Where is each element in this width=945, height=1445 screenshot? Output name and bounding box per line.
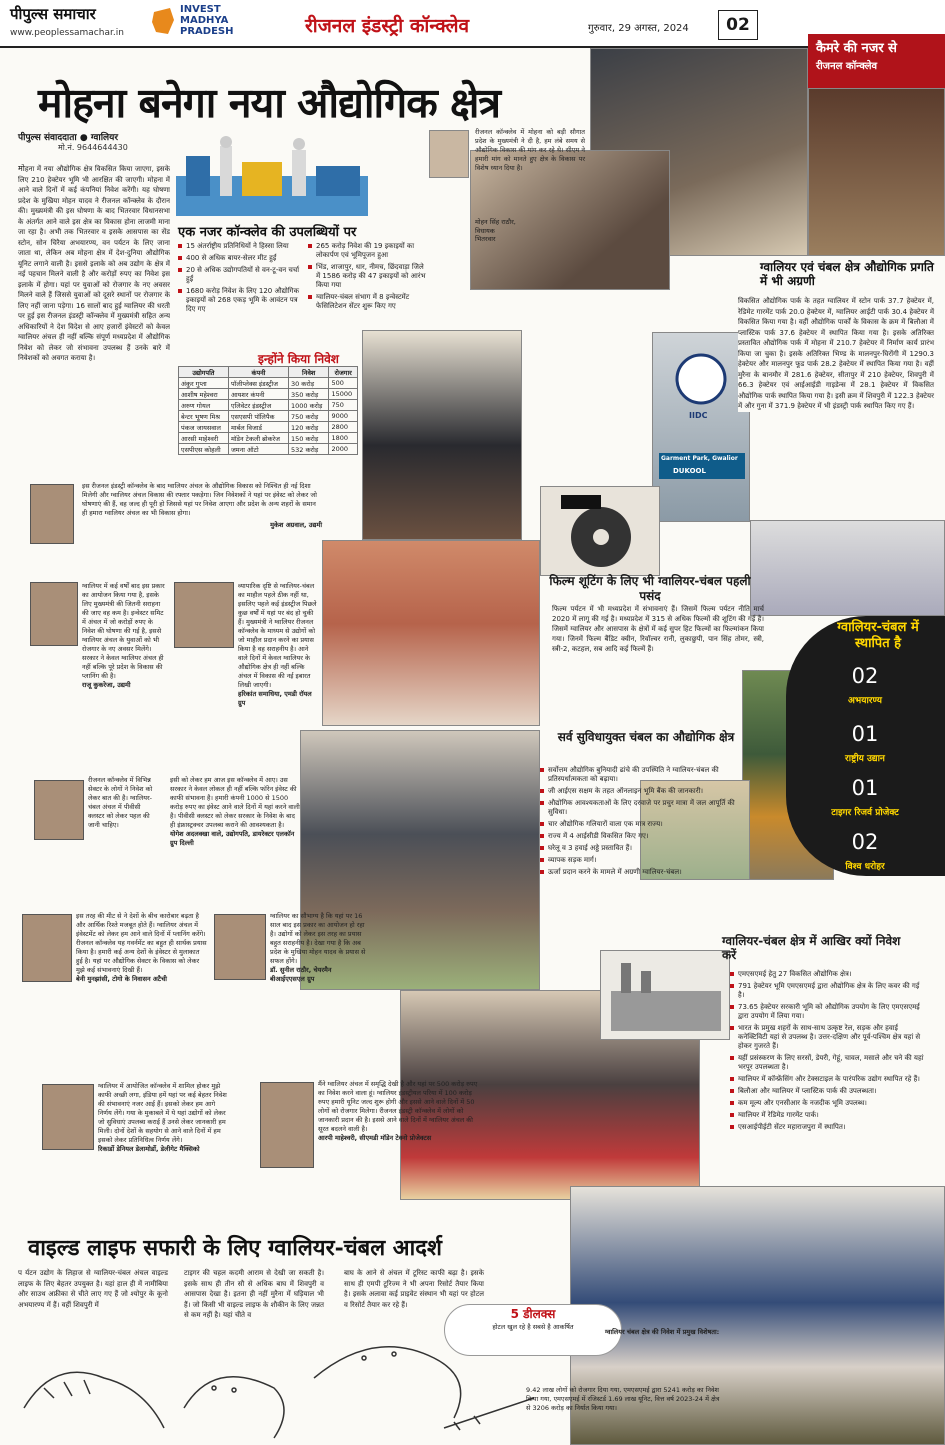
gharial-sketch	[444, 1398, 534, 1430]
highlight-item: 1680 करोड़ निवेश के लिए 120 औद्योगिक इकाइयों को 268 एकड़ भूमि के आवंटन पत्र दिए गए	[178, 287, 304, 314]
cell: 750 करोड़	[288, 411, 328, 422]
quote-text: व्यापारिक दृष्टि से ग्वालियर-चंबल का माहौल पहले ठीक नहीं था, इसलिए पहले कई इंडस्ट्रीज पिछले कुछ वर्षों में यहां पर बंद हो चुकी हैं। मुख्यमंत्री ने ग्वालियर रीजनल कॉन्क्लेव के माध्यम से उद्योगों को जो माहौल प्रदान करने का प्रयास किया है वह सराहनीय है। आने वाले दिनों में केवल ग्वालियर के औद्योगिक क्षेत्र ही नहीं बल्कि अंचल में विकास की नई इबारत लिखी जाएगी।	[238, 582, 317, 689]
quote-photo	[30, 582, 78, 646]
cheetah-sketch	[314, 1347, 461, 1418]
invest-line2: MADHYA	[180, 15, 229, 26]
gwalior-title: ग्वालियर एवं चंबल क्षेत्र औद्योगिक प्रगति में भी अग्रणी	[760, 260, 934, 288]
deluxe-title: 5 डीलक्स	[510, 1307, 556, 1321]
highlights-title: एक नजर कॉन्क्लेव की उपलब्धियों पर	[178, 225, 357, 240]
stat-label: अभयारण्य	[848, 696, 882, 706]
list-item: ग्वालियर में कॉन्फ्रेंसिंग और टेक्सटाइल के पारंपरिक उद्योग स्थापित रहे हैं।	[730, 1075, 926, 1084]
list-item: 73.65 हेक्टेयर सरकारी भूमि को औद्योगिक उपयोग के लिए एमएसएमई द्वारा उपयोग में लिया गया।	[730, 1003, 926, 1021]
cell: आयशर कंपनी	[228, 389, 288, 400]
quote-text: इस तरह की मीट से ने देशों के बीच कारोबार बढ़ता है और आर्थिक रिश्ते मजबूत होते हैं। ग्वालियर अंचल में इंवेस्टमेंट को लेकर हम आने वाले दिनों में प्लानिंग करेंगे। रीजनल कॉन्क्लेव यह गवर्नमेंट का बहुत ही सार्थक प्रयास किया है। हमारी कई अन्य देशों के इंवेस्टर से मुलाकात हुई है। यहां पर औद्योगिक सेक्टर के विकास को लेकर मुझे कई संभावनाएं दिखी हैं।	[76, 912, 207, 974]
list-item: जी आईएस सक्षम के तहत ऑनलाइन भूमि बैंक की जानकारी।	[540, 787, 750, 796]
cell: 9000	[329, 411, 358, 422]
quote-text: रीजनल कॉन्क्लेव में विभिन्न सेक्टर के लोगों ने निवेश को लेकर बात की है। ग्वालियर-चंबल अंचल में पीवीसी क्लस्टर को लेकर पहल की जानी चाहिए।	[88, 776, 153, 829]
stat-national-park	[790, 722, 940, 765]
stat-label: राष्ट्रीय उद्यान	[845, 754, 885, 764]
list-item: भारत के प्रमुख शहरों के साथ-साथ उत्कृष्ट रेल, सड़क और हवाई कनेक्टिविटी यहां से उपलब्ध है। उत्तर-दक्षिण और पूर्व-पश्चिम क्षेत्र यहां से होकर गुजरते हैं।	[730, 1024, 926, 1051]
quote-photo	[30, 484, 74, 544]
cell: आरसी माहेश्वरी	[179, 433, 229, 444]
quote-card	[82, 482, 322, 530]
list-item: यहीं प्रसंस्करण के लिए सरसों, डेयरी, गेहूं, चावल, मसाले और चने की यहां भरपूर उपलब्धता है।	[730, 1054, 926, 1072]
cell: पॉलीप्लेक्स इंडस्ट्रीज	[228, 378, 288, 389]
wildlife-col2: टाइगर की चहल कदमी आराम से देखी जा सकती है। इसके साथ ही तीन सौ से अधिक बाघ में शिवपुरी व आसपास देखा है। इतना ही नहीं मुरैना में घड़ियाल भी हैं। जो किसी भी वाइल्ड लाइफ के शौकीन के लिए जन्नत से कम नहीं है। यहां चीते व	[184, 1269, 324, 1319]
mla-name: मोहन सिंह राठौर,	[475, 218, 516, 226]
list-item: राज्य में 4 आईसीडी विकसित किए गए।	[540, 832, 750, 841]
section-banner: रीजनल इंडस्ट्री कॉन्क्लेव	[305, 15, 470, 37]
investments-title: इन्होंने किया निवेश	[258, 352, 339, 366]
table-row	[179, 433, 358, 444]
cell: जमना ऑटो	[228, 444, 288, 455]
photo-cinema	[750, 520, 945, 616]
cell: 750	[329, 400, 358, 411]
list-item: ऊर्जा प्रदान करने के मामले में अग्रणी ग्वालियर-चंबल।	[540, 868, 750, 877]
quote-card	[318, 1080, 484, 1210]
cell: बेन्टर भूषण मिश्र	[179, 411, 229, 422]
cell: 150 करोड़	[288, 433, 328, 444]
stat-number: 02	[851, 830, 879, 854]
quote-photo	[34, 780, 84, 840]
newspaper-logo: पीपुल्स समाचार	[10, 5, 96, 23]
col-header: उद्योगपति	[179, 367, 229, 378]
list-item: चार औद्योगिक गलियारों वाला एक मात्र राज्य।	[540, 820, 750, 829]
page-headline: मोहना बनेगा नया औद्योगिक क्षेत्र	[38, 79, 501, 127]
film-reel-icon	[541, 487, 660, 576]
stat-label: टाइगर रिजर्व प्रोजेक्ट	[831, 808, 899, 818]
list-item: एसआईपीईटी सेंटर महाराजपुरा में स्थापित।	[730, 1123, 926, 1132]
quote-card	[76, 912, 208, 1066]
wildlife-sketches	[14, 1318, 534, 1443]
list-item: व्यापक सड़क मार्ग।	[540, 856, 750, 865]
garment-park-sign: Garment Park, Gwalior	[661, 455, 738, 462]
list-item: एमएसएमई हेतु 27 विकसित औद्योगिक क्षेत्र।	[730, 970, 926, 979]
masthead	[0, 0, 945, 48]
table-row	[179, 389, 358, 400]
highlights-right	[308, 242, 426, 314]
camera-tag	[808, 34, 945, 88]
quote-text: ग्वालियर का सौभाग्य है कि यहां पर 16 साल बाद इस प्रकार का आयोजन हो रहा है। उद्योगों को लेकर इस तरह का प्रयास बहुत सराहनीय है। देखा गया है कि अब प्रदेश के मुखिया मोहन यादव के प्रयास से सफल होंगे।	[270, 912, 366, 965]
quote-text: मैंने ग्वालियर अंचल में समृद्धि देखी है और यहां पर 500 करोड़ रुपए का निवेश करने वाला हूं। ग्वालियर इंडस्ट्रीयल परिया में 100 करोड़ रुपए हमारी यूनिट जल्द शुरू होगी और इससे आने वाले दिनों में 50 लोगों को रोजगार मिलेगा। रीजनल इंडस्ट्री कॉन्क्लेव में लोगों को जानकारी प्रदान की है। इससे आने वाले दिनों में ग्वालियर अंचल की सूरत बदलने वाली है।	[318, 1080, 478, 1133]
invest-mp-logo	[150, 4, 260, 42]
quote-author: योगेश अदलक्खा वाले, उद्योगपति, डायरेक्टर एलकॉन ग्रुप दिल्ली	[170, 830, 295, 847]
dukool-sign: DUKOOL	[673, 467, 706, 475]
highlight-item: 15 अंतर्राष्ट्रीय प्रतिनिधियों ने हिस्सा लिया	[178, 242, 304, 251]
list-item: घरेलू व 3 हवाई अड्डे प्रस्तावित हैं।	[540, 844, 750, 853]
chambal-list	[540, 766, 750, 880]
highlight-item: 400 से अधिक बायर-सेलर मीट हुईं	[178, 254, 304, 263]
stat-text: 9.42 लाख लोगों को रोजगार दिया गया, एमएसएमई द्वारा 5241 करोड़ का निवेश किया गया, एमएसएमई में रजिस्टर्ड 1.69 लाख यूनिट, वित्त वर्ष 2023-24 में क्षेत्र से 3206 करोड़ का निर्यात किया गया।	[526, 1386, 720, 1412]
highlight-item: 265 करोड़ निवेश की 19 इकाइयों का लोकार्पण एवं भूमिपूजन हुआ	[308, 242, 426, 260]
list-item: बिलौआ और ग्वालियर में प्लास्टिक पार्क की उपलब्धता।	[730, 1087, 926, 1096]
cell: 15000	[329, 389, 358, 400]
quote-text: ग्वालियर में आयोजित कॉन्क्लेव में शामिल होकर मुझे काफी अच्छी लगा, इंडिया हमें यहां पर कई बेहतर निवेश की संभावनाएं नजर आई हैं। इसको लेकर हम आगे निर्णय लेंगे। गया के मुकाबले में ये यहां उद्योगों को लेकर जो सुविधाएं उपलब्ध कराई हैं उनसे लेकर जानकारी हम मिली। दोनों देशों के सहयोग से आने वाले दिनों में हम इसको लेकर प्रतिनिधित्व निर्णय लेंगे।	[98, 1082, 227, 1144]
chambal-title: सर्व सुविधायुक्त चंबल का औद्योगिक क्षेत्र	[557, 730, 735, 744]
cell: एसपीएस कोहली	[179, 444, 229, 455]
mla-signature	[475, 218, 516, 244]
list-item: औद्योगिक आवश्यकताओं के लिए दरवाजे पर प्रचुर मात्रा में जल आपूर्ति की सुविधा।	[540, 799, 750, 817]
cell: अंकुर गुप्ता	[179, 378, 229, 389]
wildlife-col1: प र्यटन उद्योग के लिहाज से ग्वालियर-चंबल अंचल वाइल्ड लाइफ के लिए बेहतर उपयुक्त है। यहां हाल ही में नामीबिया और साउथ अफ्रीका से चीते लाए गए हैं जो श्योपुर के कूनो अभयारण्य में हैं। वहीं शिवपुरी में	[18, 1269, 168, 1309]
photo-delegates	[808, 88, 945, 256]
mla-photo	[429, 130, 469, 178]
quote-author: डॉ. सुनील राठौर, चेयरमैन बीआईएएसएल ग्रुप	[270, 966, 332, 983]
quote-photo	[42, 1084, 94, 1150]
stat-sanctuary	[790, 664, 940, 707]
table-row	[179, 400, 358, 411]
mla-role: विधायक	[475, 226, 495, 235]
quote-card	[88, 776, 156, 876]
list-item: कम मूल्य और एनसीआर के नजदीक भूमि उपलब्ध।	[730, 1099, 926, 1108]
col-header: निवेश	[288, 367, 328, 378]
cell: 532 करोड़	[288, 444, 328, 455]
quote-card	[170, 776, 300, 886]
quote-author: हरिकांत समाधिया, एमडी रॉयल ग्रुप	[238, 690, 312, 707]
quote-photo	[214, 914, 266, 980]
quote-author: मुकेश अग्रवाल, उद्यमी	[270, 521, 322, 529]
factory-illustration	[176, 136, 368, 216]
table-row	[179, 378, 358, 389]
deluxe-text: होटल खुल रहे है सबसे है आकर्षित	[492, 1323, 574, 1331]
cell: मॉडेन टेकली ब्रोकरेज	[228, 433, 288, 444]
iidc-sign-art	[653, 333, 749, 521]
stat-heading: ग्वालियर चंबल क्षेत्र की निवेश में प्रमुख विशेषता:	[605, 1328, 720, 1336]
stat-label: विश्व धरोहर	[845, 862, 885, 872]
camera-title: कैमरे की नजर से	[816, 41, 897, 56]
mla-quote-text: रीजनल कॉन्क्लेव में मोहना को बड़ी सौगात प्रदेश के मुख्यमंत्री ने दी है, हम लंबे समय से औद्योगिक विकास की मांग कर रहे थे। सीएम ने हमारी मांग को मानते हुए क्षेत्र के विकास पर विशेष ध्यान दिया है।	[475, 128, 585, 172]
tiger-sketch	[24, 1372, 164, 1428]
cell: 2800	[329, 422, 358, 433]
cell: 1800	[329, 433, 358, 444]
col-header: रोजगार	[329, 367, 358, 378]
quote-photo	[260, 1082, 314, 1168]
col-header: कंपनी	[228, 367, 288, 378]
photo-iidc-sign	[652, 332, 750, 522]
table-row	[179, 411, 358, 422]
lead-article: मोहना में नया औद्योगिक क्षेत्र विकसित किया जाएगा, इसके लिए 210 हेक्टेयर भूमि भी आरक्षित की जाएगी। मोहना में आने वाले दिनों में कई कंपनियां निवेश करेंगी। यह घोषणा प्रदेश के मुखिया मोहन यादव ने रीजनल कॉन्क्लेव के दौरान की। मुख्यमंत्री की इस घोषणा के बाद भितरवार विधानसभा के अंतर्गत आने वाले इस क्षेत्र का विकास होना लाजमी माना जा रहा है। अभी तक भितरवार व इसके आसपास का सेंड स्टोन, सोन चिरैया अभयारण्य, वन पर्यटन के लिए जाना जाता था, लेकिन अब मोहना क्षेत्र में देश-दुनिया औद्योगिक यूनिट लगाने वाली है। इससे इलाके को अब उद्योग के क्षेत्र में नई पहचान मिलने वाली है और करोड़ों रुपए का निवेश इस इलाके में होगा। यहां पर युवाओं को रोजगार के नए अवसर मिलने वाले हैं जिससे युवाओं को दूसरे स्थानों पर रोजगार के लिए नहीं जाना पड़ेगा। 16 सालों बाद हुई ग्वालियर की धरती पर हुई इस रीजनल इंडस्ट्री कॉन्क्लेव में मुख्यमंत्री सहित अन्य अधिकारियों ने देश विदेश से आए हजारों इंवेस्टरों को केवल ग्वालियर अंचल ही नहीं बल्कि संपूर्ण मध्यप्रदेश में औद्योगिक निवेश को लेकर जो संभावना उपलब्ध हैं उनके बारे में निवेशकों को अवगत कराया है।	[18, 164, 170, 362]
table-row	[179, 422, 358, 433]
wildlife-title: वाइल्ड लाइफ सफारी के लिए ग्वालियर-चंबल आदर्श	[28, 1235, 442, 1261]
quote-text: इस रीजनल इंडस्ट्री कॉन्क्लेव के बाद ग्वालियर अंचल के औद्योगिक विकास को निश्चित ही नई दिशा मिलेगी और ग्वालियर अंचल विकास की रफ्तार पकड़ेगा। जिन निवेशकों ने यहां पर इंवेस्ट को लेकर जो घोषणाएं की हैं, वह जल्द ही पूरी हो जिससे यहां पर निवेश आएगा और प्रदेश के अन्य शहरों के समान ही हमारा ग्वालियर अंचल का भी विकास होगा।	[82, 482, 317, 517]
quote-text: ग्वालियर में कई वर्षों बाद इस प्रकार का आयोजन किया गया है, इसके लिए मुख्यमंत्री की जितनी सराहना की जाए वह कम है। इन्वेस्टर समिट में अंचल में जो करोड़ों रुपए के निवेश की घोषणा की गई है, इससे ग्वालियर अंचल के युवाओं को भी रोजगार के नए अवसर मिलेंगे। सरकार ने केवल ग्वालियर अंचल ही नहीं बल्कि पूरे प्रदेश के विकास की प्लानिंग की है।	[82, 582, 165, 680]
film-title: फिल्म शूटिंग के लिए भी ग्वालियर-चंबल पहली पसंद	[549, 574, 751, 603]
quote-card	[270, 912, 366, 1062]
why-invest-title: ग्वालियर-चंबल क्षेत्र में आखिर क्यों निवेश करें	[722, 934, 901, 962]
factory-icon	[601, 951, 730, 1040]
cell: 30 करोड़	[288, 378, 328, 389]
cell: 2000	[329, 444, 358, 455]
invest-line1: INVEST	[180, 4, 221, 15]
cell: मार्बल विजार्ड	[228, 422, 288, 433]
highlights-left	[178, 242, 304, 317]
cell: 120 करोड़	[288, 422, 328, 433]
quote-card	[238, 582, 318, 782]
highlight-item: भिंड, शाजापुर, धार, नीमच, छिंदवाड़ा जिले में 1586 करोड़ की 47 इकाइयों को आरंभ किया गया	[308, 263, 426, 290]
page-number: 02	[718, 10, 758, 40]
highlight-item: ग्वालियर-चंबल संभाग में 8 इन्वेस्टमेंट फेसिलिटेशन सेंटर शुरू किए गए	[308, 293, 426, 311]
stat-number: 01	[851, 722, 879, 746]
stat-number: 01	[851, 776, 879, 800]
stat-number: 02	[851, 664, 879, 688]
cell: अरुण गोयल	[179, 400, 229, 411]
quote-author: आरपी माहेश्वरी, सीएमडी मॉडेन टेक्नो प्रोजेक्टस	[318, 1134, 432, 1142]
quote-text: इसी को लेकर हम आज इस कॉन्क्लेव में आए। उस सरकार ने केवल लोकल ही नहीं बल्कि फॉरेन इंवेस्ट की काफी संभावना है। हमारी कंपनी 1000 से 1500 करोड़ रुपए का इंवेस्ट आने वाले दिनों में यहां करने वाली है। पीवीसी क्लस्टर को लेकर सरकार के निवेश के बाद ही इंफ्रास्ट्रक्चर उपलब्ध कराने की आवश्यकता है।	[170, 776, 300, 829]
factory-sketch	[600, 950, 730, 1040]
mobile-number: मो.नं. 9644644430	[58, 143, 128, 152]
photo-couple	[362, 330, 522, 540]
table-row	[179, 444, 358, 455]
invest-line3: PRADESH	[180, 26, 234, 37]
quote-author: राजू कुकरेजा, उद्यमी	[82, 681, 131, 689]
cell: एलिवेटर इंडस्ट्रीज	[228, 400, 288, 411]
cell: 350 करोड़	[288, 389, 328, 400]
stat-tiger-reserve	[790, 776, 940, 819]
cell: पंकज जायसवाल	[179, 422, 229, 433]
quote-author: रिकार्डो डेनियल डेलामोर्डो, डेलीगेट मैक्सिको	[98, 1145, 200, 1153]
list-item: 791 हेक्टेयर भूमि एमएसएमई द्वारा औद्योगिक क्षेत्र के लिए कवर की गई है।	[730, 982, 926, 1000]
cell: एसएसपी पॉलिपैक	[228, 411, 288, 422]
site-url[interactable]: www.peoplessamachar.in	[10, 28, 124, 38]
iidc-sign-text: IIDC	[689, 411, 708, 420]
leopard-sketch	[184, 1377, 284, 1438]
byline: पीपुल्स संवाददाता ● ग्वालियर	[18, 133, 119, 143]
mla-quote	[475, 128, 585, 173]
investments-table	[178, 366, 358, 455]
mla-place: भितरवार	[475, 235, 496, 243]
quote-author: बेनी मुनझांसी, टोगो के निवासन अटैची	[76, 975, 167, 983]
issue-date: गुरुवार, 29 अगस्त, 2024	[588, 23, 689, 34]
list-item: सर्वोत्तम औद्योगिक बुनियादी ढांचे की उपस्थिति ने ग्वालियर-चंबल की प्रतिस्पर्धात्मकता को बढ़ाया।	[540, 766, 750, 784]
quote-card	[98, 1082, 230, 1206]
cell: आशीष महेश्वरा	[179, 389, 229, 400]
highlight-item: 20 से अधिक उद्योगपतियों से वन-टू-वन चर्चा हुईं	[178, 266, 304, 284]
cell: 1000 करोड़	[288, 400, 328, 411]
list-item: ग्वालियर में रेडिमेड गारमेंट पार्क।	[730, 1111, 926, 1120]
film-text: फिल्म पर्यटन में भी मध्यप्रदेश में संभावनाएं हैं। जिसमें फिल्म पर्यटन नीति मार्च 2020 में लागू की गई है। मध्यप्रदेश में 315 से अधिक फिल्मों की शूटिंग की गई है। जिसमें ग्वालियर और आसपास के क्षेत्रों में कई सुपर हिट फिल्मों का फिल्मांकन किया गया। जिनमें फिल्म बैंडिट क्वीन, रिवॉल्वर रानी, लुकाछुपी, पान सिंह तोमर, स्त्री, स्त्री-2, कटहल, सब आदि कई फिल्में हैं।	[552, 605, 764, 653]
film-reel-art	[540, 486, 660, 576]
quote-photo	[174, 582, 234, 648]
quote-photo	[22, 914, 72, 982]
stat-world-heritage	[790, 830, 940, 873]
gwalior-text: विकसित औद्योगिक पार्क के तहत ग्वालियर में स्टोन पार्क 37.7 हेक्टेयर में, रेडिमेट गारमेंट पार्क 20.0 हेक्टेयर में, ग्वालियर आईटी पार्क 30.4 हेक्टेयर में विकसित किया गया है। वहीं औद्योगिक पार्कों के विकास के क्रम में बिलौआ में प्लास्टिक पार्क 37.6 हेक्टेयर में स्थापित किया गया है। इसके अतिरिक्त प्रस्तावित औद्योगिक पार्क में मोहना में 210.7 हेक्टेयर में निर्माण कार्य प्रारंभ किया जा चुका है। इसके अतिरिक्त भिण्ड के मालनपुर-घिरोंगी में 1290.3 हेक्टेयर और मालनपुर फूड पार्क 28.2 हेक्टेयर में स्थापित किया गया है। वहीं मुरैना के बानमौर में 281.6 हेक्टेयर, सीतापुर में 210 हेक्टेयर, शिवपुरी में 66.3 हेक्टेयर एवं आईआईडी गाइडेन्स में 28.1 हेक्टेयर में विकसित औद्योगिक पार्क स्थापित किया गया है। इसी क्रम में शिवपुरी में 122.3 हेक्टेयर में और गुना में 371.9 हेक्टेयर में भी इंडस्ट्री पार्क स्थापित किए गए हैं।	[738, 297, 934, 410]
quote-card	[82, 582, 166, 782]
table-header-row	[179, 367, 358, 378]
photo-fort-selfie	[322, 540, 540, 726]
camera-sub: रीजनल कॉन्क्लेव	[816, 61, 878, 72]
cell: 500	[329, 378, 358, 389]
wildlife-col3: बाघ के आने से अंचल में टूरिस्ट काफी बढ़ा है। इसके साथ ही एमपी टूरिज्म ने भी अपना रिसोर्ट तैयार किया है। इसके अलावा कई प्राइवेट संस्थान भी यहां पर होटल व रिसोर्ट तैयार कर रहे हैं।	[344, 1269, 484, 1309]
why-invest-list	[730, 970, 926, 1135]
mp-map-icon	[150, 6, 176, 38]
established-title: ग्वालियर-चंबल में स्थापित है	[837, 620, 919, 651]
